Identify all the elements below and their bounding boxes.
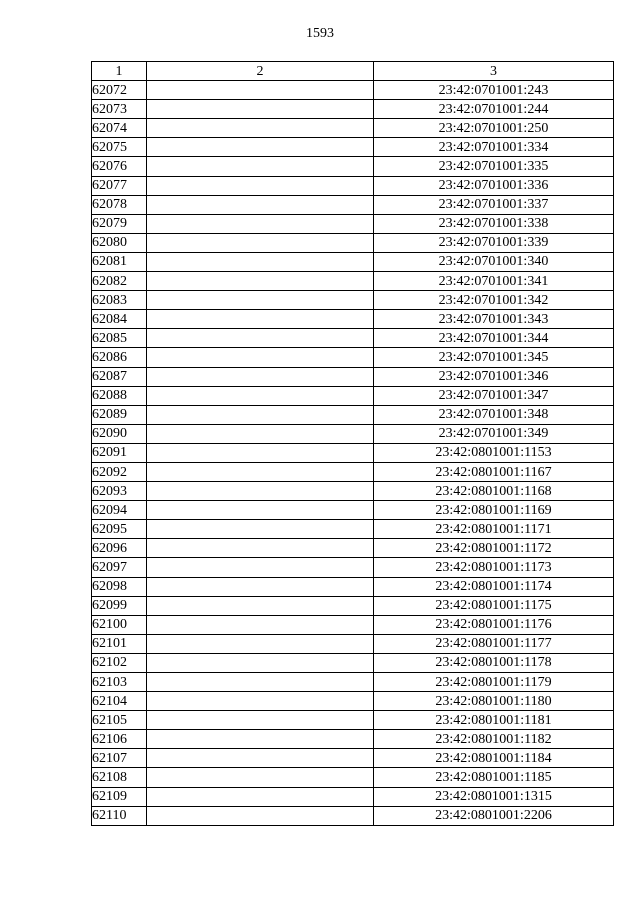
empty-cell (147, 787, 374, 806)
row-number-cell: 62089 (92, 405, 147, 424)
cadastral-number-cell: 23:42:0701001:340 (374, 252, 614, 271)
empty-cell (147, 634, 374, 653)
table-row (92, 749, 614, 768)
empty-cell (147, 176, 374, 195)
table-row (92, 653, 614, 672)
table-row (92, 119, 614, 138)
table-row (92, 787, 614, 806)
cadastral-number-cell: 23:42:0701001:343 (374, 310, 614, 329)
empty-cell (147, 138, 374, 157)
row-number-cell: 62086 (92, 348, 147, 367)
cadastral-number-cell: 23:42:0801001:1179 (374, 673, 614, 692)
table-row (92, 673, 614, 692)
row-number-cell: 62076 (92, 157, 147, 176)
table-row (92, 233, 614, 252)
cadastral-number-cell: 23:42:0701001:243 (374, 81, 614, 100)
page-number: 1593 (306, 26, 334, 41)
cadastral-number-cell: 23:42:0701001:345 (374, 348, 614, 367)
cadastral-number-cell: 23:42:0801001:1181 (374, 711, 614, 730)
row-number-cell: 62106 (92, 730, 147, 749)
empty-cell (147, 100, 374, 119)
empty-cell (147, 157, 374, 176)
empty-cell (147, 214, 374, 233)
row-number-cell: 62104 (92, 692, 147, 711)
table-row (92, 291, 614, 310)
cadastral-number-cell: 23:42:0801001:1167 (374, 462, 614, 481)
cadastral-number-cell: 23:42:0701001:339 (374, 233, 614, 252)
empty-cell (147, 482, 374, 501)
table-row (92, 424, 614, 443)
row-number-cell: 62109 (92, 787, 147, 806)
empty-cell (147, 329, 374, 348)
row-number-cell: 62105 (92, 711, 147, 730)
empty-cell (147, 310, 374, 329)
table-row (92, 176, 614, 195)
cadastral-number-cell: 23:42:0801001:1169 (374, 501, 614, 520)
empty-cell (147, 291, 374, 310)
empty-cell (147, 501, 374, 520)
table-row (92, 558, 614, 577)
empty-cell (147, 424, 374, 443)
row-number-cell: 62103 (92, 673, 147, 692)
row-number-cell: 62082 (92, 272, 147, 291)
row-number-cell: 62079 (92, 214, 147, 233)
cadastral-number-cell: 23:42:0801001:1175 (374, 596, 614, 615)
empty-cell (147, 577, 374, 596)
row-number-cell: 62102 (92, 653, 147, 672)
empty-cell (147, 749, 374, 768)
row-number-cell: 62072 (92, 81, 147, 100)
row-number-cell: 62096 (92, 539, 147, 558)
row-number-cell: 62098 (92, 577, 147, 596)
cadastral-number-cell: 23:42:0801001:1180 (374, 692, 614, 711)
empty-cell (147, 653, 374, 672)
row-number-cell: 62073 (92, 100, 147, 119)
cadastral-number-cell: 23:42:0701001:336 (374, 176, 614, 195)
cadastral-number-cell: 23:42:0801001:1174 (374, 577, 614, 596)
row-number-cell: 62107 (92, 749, 147, 768)
empty-cell (147, 233, 374, 252)
table-row (92, 195, 614, 214)
cadastral-number-cell: 23:42:0801001:1153 (374, 443, 614, 462)
cadastral-number-cell: 23:42:0801001:1172 (374, 539, 614, 558)
row-number-cell: 62075 (92, 138, 147, 157)
row-number-cell: 62090 (92, 424, 147, 443)
empty-cell (147, 806, 374, 825)
table-row (92, 100, 614, 119)
table-row (92, 462, 614, 481)
cadastral-number-cell: 23:42:0801001:2206 (374, 806, 614, 825)
row-number-cell: 62097 (92, 558, 147, 577)
row-number-cell: 62100 (92, 615, 147, 634)
table-row (92, 539, 614, 558)
table-row (92, 367, 614, 386)
empty-cell (147, 272, 374, 291)
row-number-cell: 62083 (92, 291, 147, 310)
table-row (92, 329, 614, 348)
empty-cell (147, 711, 374, 730)
empty-cell (147, 195, 374, 214)
table-row (92, 443, 614, 462)
table-row (92, 806, 614, 825)
table-row (92, 252, 614, 271)
row-number-cell: 62108 (92, 768, 147, 787)
empty-cell (147, 367, 374, 386)
row-number-cell: 62081 (92, 252, 147, 271)
cadastral-number-cell: 23:42:0801001:1185 (374, 768, 614, 787)
empty-cell (147, 81, 374, 100)
empty-cell (147, 768, 374, 787)
empty-cell (147, 558, 374, 577)
cadastral-number-cell: 23:42:0801001:1168 (374, 482, 614, 501)
table-row (92, 692, 614, 711)
column-header-3: 3 (374, 62, 614, 81)
cadastral-number-cell: 23:42:0701001:348 (374, 405, 614, 424)
cadastral-number-cell: 23:42:0701001:349 (374, 424, 614, 443)
cadastral-number-cell: 23:42:0701001:334 (374, 138, 614, 157)
row-number-cell: 62094 (92, 501, 147, 520)
empty-cell (147, 730, 374, 749)
cadastral-number-cell: 23:42:0801001:1182 (374, 730, 614, 749)
cadastral-number-cell: 23:42:0701001:335 (374, 157, 614, 176)
table-row (92, 482, 614, 501)
table-row (92, 711, 614, 730)
table-row (92, 310, 614, 329)
table-row (92, 634, 614, 653)
empty-cell (147, 539, 374, 558)
row-number-cell: 62093 (92, 482, 147, 501)
row-number-cell: 62095 (92, 520, 147, 539)
empty-cell (147, 462, 374, 481)
table-row (92, 768, 614, 787)
empty-cell (147, 615, 374, 634)
cadastral-number-cell: 23:42:0701001:344 (374, 329, 614, 348)
table-row (92, 386, 614, 405)
empty-cell (147, 252, 374, 271)
row-number-cell: 62099 (92, 596, 147, 615)
cadastral-number-cell: 23:42:0801001:1184 (374, 749, 614, 768)
table-row (92, 615, 614, 634)
table-row (92, 577, 614, 596)
cadastral-number-cell: 23:42:0801001:1177 (374, 634, 614, 653)
table-row (92, 157, 614, 176)
cadastral-number-cell: 23:42:0801001:1176 (374, 615, 614, 634)
cadastral-number-cell: 23:42:0701001:341 (374, 272, 614, 291)
empty-cell (147, 673, 374, 692)
table-row (92, 348, 614, 367)
empty-cell (147, 386, 374, 405)
row-number-cell: 62091 (92, 443, 147, 462)
row-number-cell: 62078 (92, 195, 147, 214)
row-number-cell: 62084 (92, 310, 147, 329)
column-header-1: 1 (92, 62, 147, 81)
table-header-row (92, 62, 614, 81)
cadastral-number-cell: 23:42:0801001:1315 (374, 787, 614, 806)
empty-cell (147, 119, 374, 138)
table-row (92, 596, 614, 615)
cadastral-number-cell: 23:42:0701001:244 (374, 100, 614, 119)
table-row (92, 520, 614, 539)
row-number-cell: 62092 (92, 462, 147, 481)
row-number-cell: 62077 (92, 176, 147, 195)
empty-cell (147, 443, 374, 462)
table-row (92, 138, 614, 157)
cadastral-number-cell: 23:42:0801001:1178 (374, 653, 614, 672)
table-row (92, 405, 614, 424)
empty-cell (147, 596, 374, 615)
row-number-cell: 62085 (92, 329, 147, 348)
cadastral-number-cell: 23:42:0701001:347 (374, 386, 614, 405)
cadastral-number-cell: 23:42:0701001:342 (374, 291, 614, 310)
row-number-cell: 62087 (92, 367, 147, 386)
row-number-cell: 62080 (92, 233, 147, 252)
cadastral-number-cell: 23:42:0701001:346 (374, 367, 614, 386)
registry-table (91, 61, 614, 826)
row-number-cell: 62074 (92, 119, 147, 138)
row-number-cell: 62088 (92, 386, 147, 405)
table-row (92, 214, 614, 233)
row-number-cell: 62110 (92, 806, 147, 825)
empty-cell (147, 405, 374, 424)
column-header-2: 2 (147, 62, 374, 81)
table-row (92, 730, 614, 749)
cadastral-number-cell: 23:42:0701001:250 (374, 119, 614, 138)
empty-cell (147, 348, 374, 367)
empty-cell (147, 520, 374, 539)
table-row (92, 272, 614, 291)
table-body (92, 81, 614, 826)
row-number-cell: 62101 (92, 634, 147, 653)
cadastral-number-cell: 23:42:0701001:337 (374, 195, 614, 214)
cadastral-number-cell: 23:42:0701001:338 (374, 214, 614, 233)
cadastral-number-cell: 23:42:0801001:1171 (374, 520, 614, 539)
table-row (92, 501, 614, 520)
cadastral-number-cell: 23:42:0801001:1173 (374, 558, 614, 577)
empty-cell (147, 692, 374, 711)
table-row (92, 81, 614, 100)
